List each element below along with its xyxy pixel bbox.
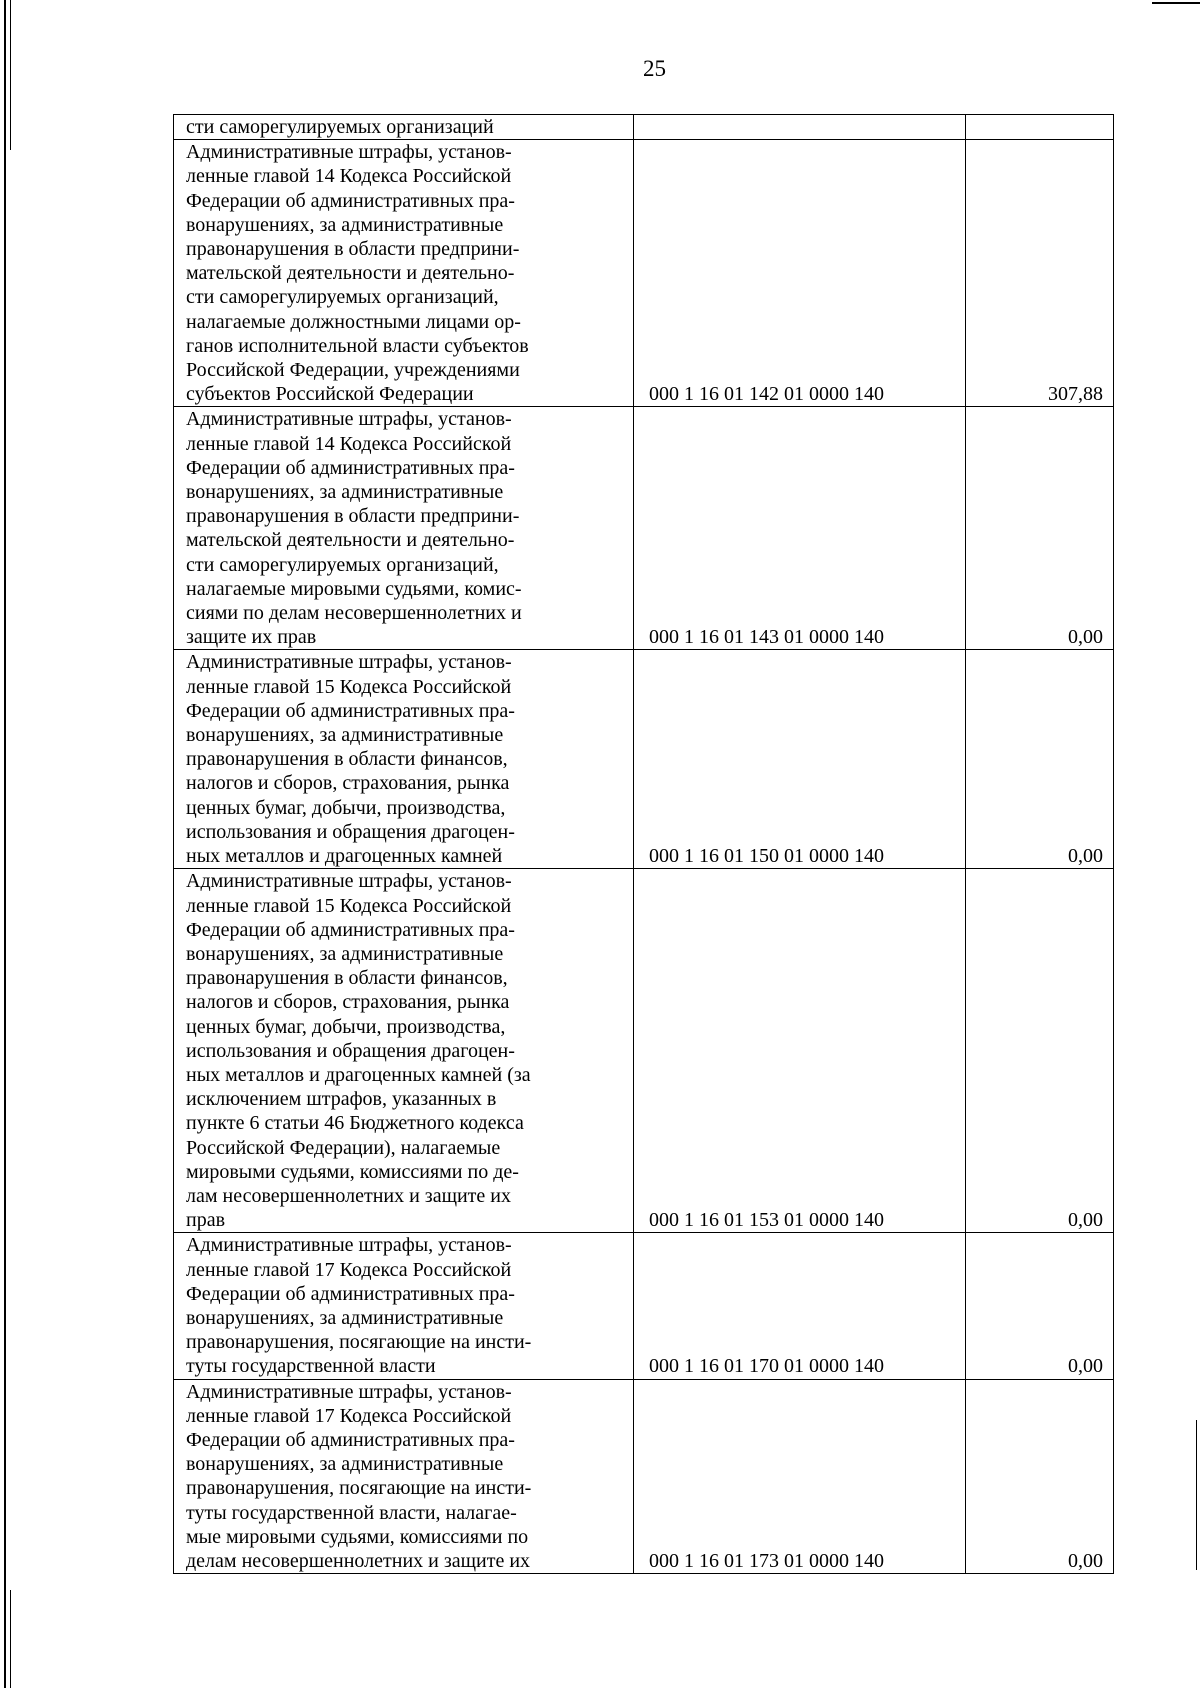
scan-edge-left-bottom [10, 1590, 11, 1688]
budget-code-cell: 000 1 16 01 150 01 0000 140 [634, 650, 966, 869]
revenue-table-body [174, 115, 1114, 1574]
description-cell: Административные штрафы, установ- ленные главой 15 Кодекса Российской Федерации об административных пра- вонарушениях, за административные правонарушения в области финансов, налогов и сборов, страхования, рынка ценных бумаг, добычи, производства, использования и обращения драгоцен- ных металлов и драгоценных камней [174, 650, 634, 869]
page-number: 25 [643, 56, 666, 81]
budget-code-cell: 000 1 16 01 173 01 0000 140 [634, 1379, 966, 1574]
description-cell: сти саморегулируемых организаций [174, 115, 634, 140]
table-row [174, 1233, 1114, 1379]
table-row [174, 407, 1114, 650]
revenue-table [173, 114, 1114, 1574]
budget-code-cell [634, 115, 966, 140]
scan-edge-left [4, 0, 6, 1688]
amount-cell: 0,00 [966, 869, 1114, 1233]
description-cell: Административные штрафы, установ- ленные главой 17 Кодекса Российской Федерации об административных пра- вонарушениях, за административные правонарушения, посягающие на инсти- туты государственной власти, налагае- мые мировыми судьями, комиссиями по делам несовершеннолетних и защите их [174, 1379, 634, 1574]
table-row [174, 115, 1114, 140]
scan-edge-right [1196, 1420, 1197, 1570]
table-row [174, 869, 1114, 1233]
description-cell: Административные штрафы, установ- ленные главой 14 Кодекса Российской Федерации об административных пра- вонарушениях, за административные правонарушения в области предприни- мательской деятельности и деятельно- сти саморегулируемых организаций, налагаемые должностными лицами ор- ганов исполнительной власти субъектов Российской Федерации, учреждениями субъектов Российской Федерации [174, 140, 634, 407]
amount-cell: 0,00 [966, 1379, 1114, 1574]
description-cell: Административные штрафы, установ- ленные главой 15 Кодекса Российской Федерации об административных пра- вонарушениях, за административные правонарушения в области финансов, налогов и сборов, страхования, рынка ценных бумаг, добычи, производства, использования и обращения драгоцен- ных металлов и драгоценных камней (за исключением штрафов, указанных в пункте 6 статьи 46 Бюджетного кодекса Российской Федерации), налагаемые мировыми судьями, комиссиями по де- лам несовершеннолетних и защите их прав [174, 869, 634, 1233]
amount-cell: 0,00 [966, 1233, 1114, 1379]
amount-cell: 0,00 [966, 650, 1114, 869]
table-row [174, 140, 1114, 407]
budget-code-cell: 000 1 16 01 142 01 0000 140 [634, 140, 966, 407]
amount-cell: 307,88 [966, 140, 1114, 407]
description-cell: Административные штрафы, установ- ленные главой 14 Кодекса Российской Федерации об административных пра- вонарушениях, за административные правонарушения в области предприни- мательской деятельности и деятельно- сти саморегулируемых организаций, налагаемые мировыми судьями, комис- сиями по делам несовершеннолетних и защите их прав [174, 407, 634, 650]
amount-cell: 0,00 [966, 407, 1114, 650]
budget-code-cell: 000 1 16 01 170 01 0000 140 [634, 1233, 966, 1379]
description-cell: Административные штрафы, установ- ленные главой 17 Кодекса Российской Федерации об административных пра- вонарушениях, за административные правонарушения, посягающие на инсти- туты государственной власти [174, 1233, 634, 1379]
budget-code-cell: 000 1 16 01 153 01 0000 140 [634, 869, 966, 1233]
table-row [174, 1379, 1114, 1574]
budget-code-cell: 000 1 16 01 143 01 0000 140 [634, 407, 966, 650]
scan-edge-top-right [1152, 2, 1200, 4]
amount-cell [966, 115, 1114, 140]
table-row [174, 650, 1114, 869]
